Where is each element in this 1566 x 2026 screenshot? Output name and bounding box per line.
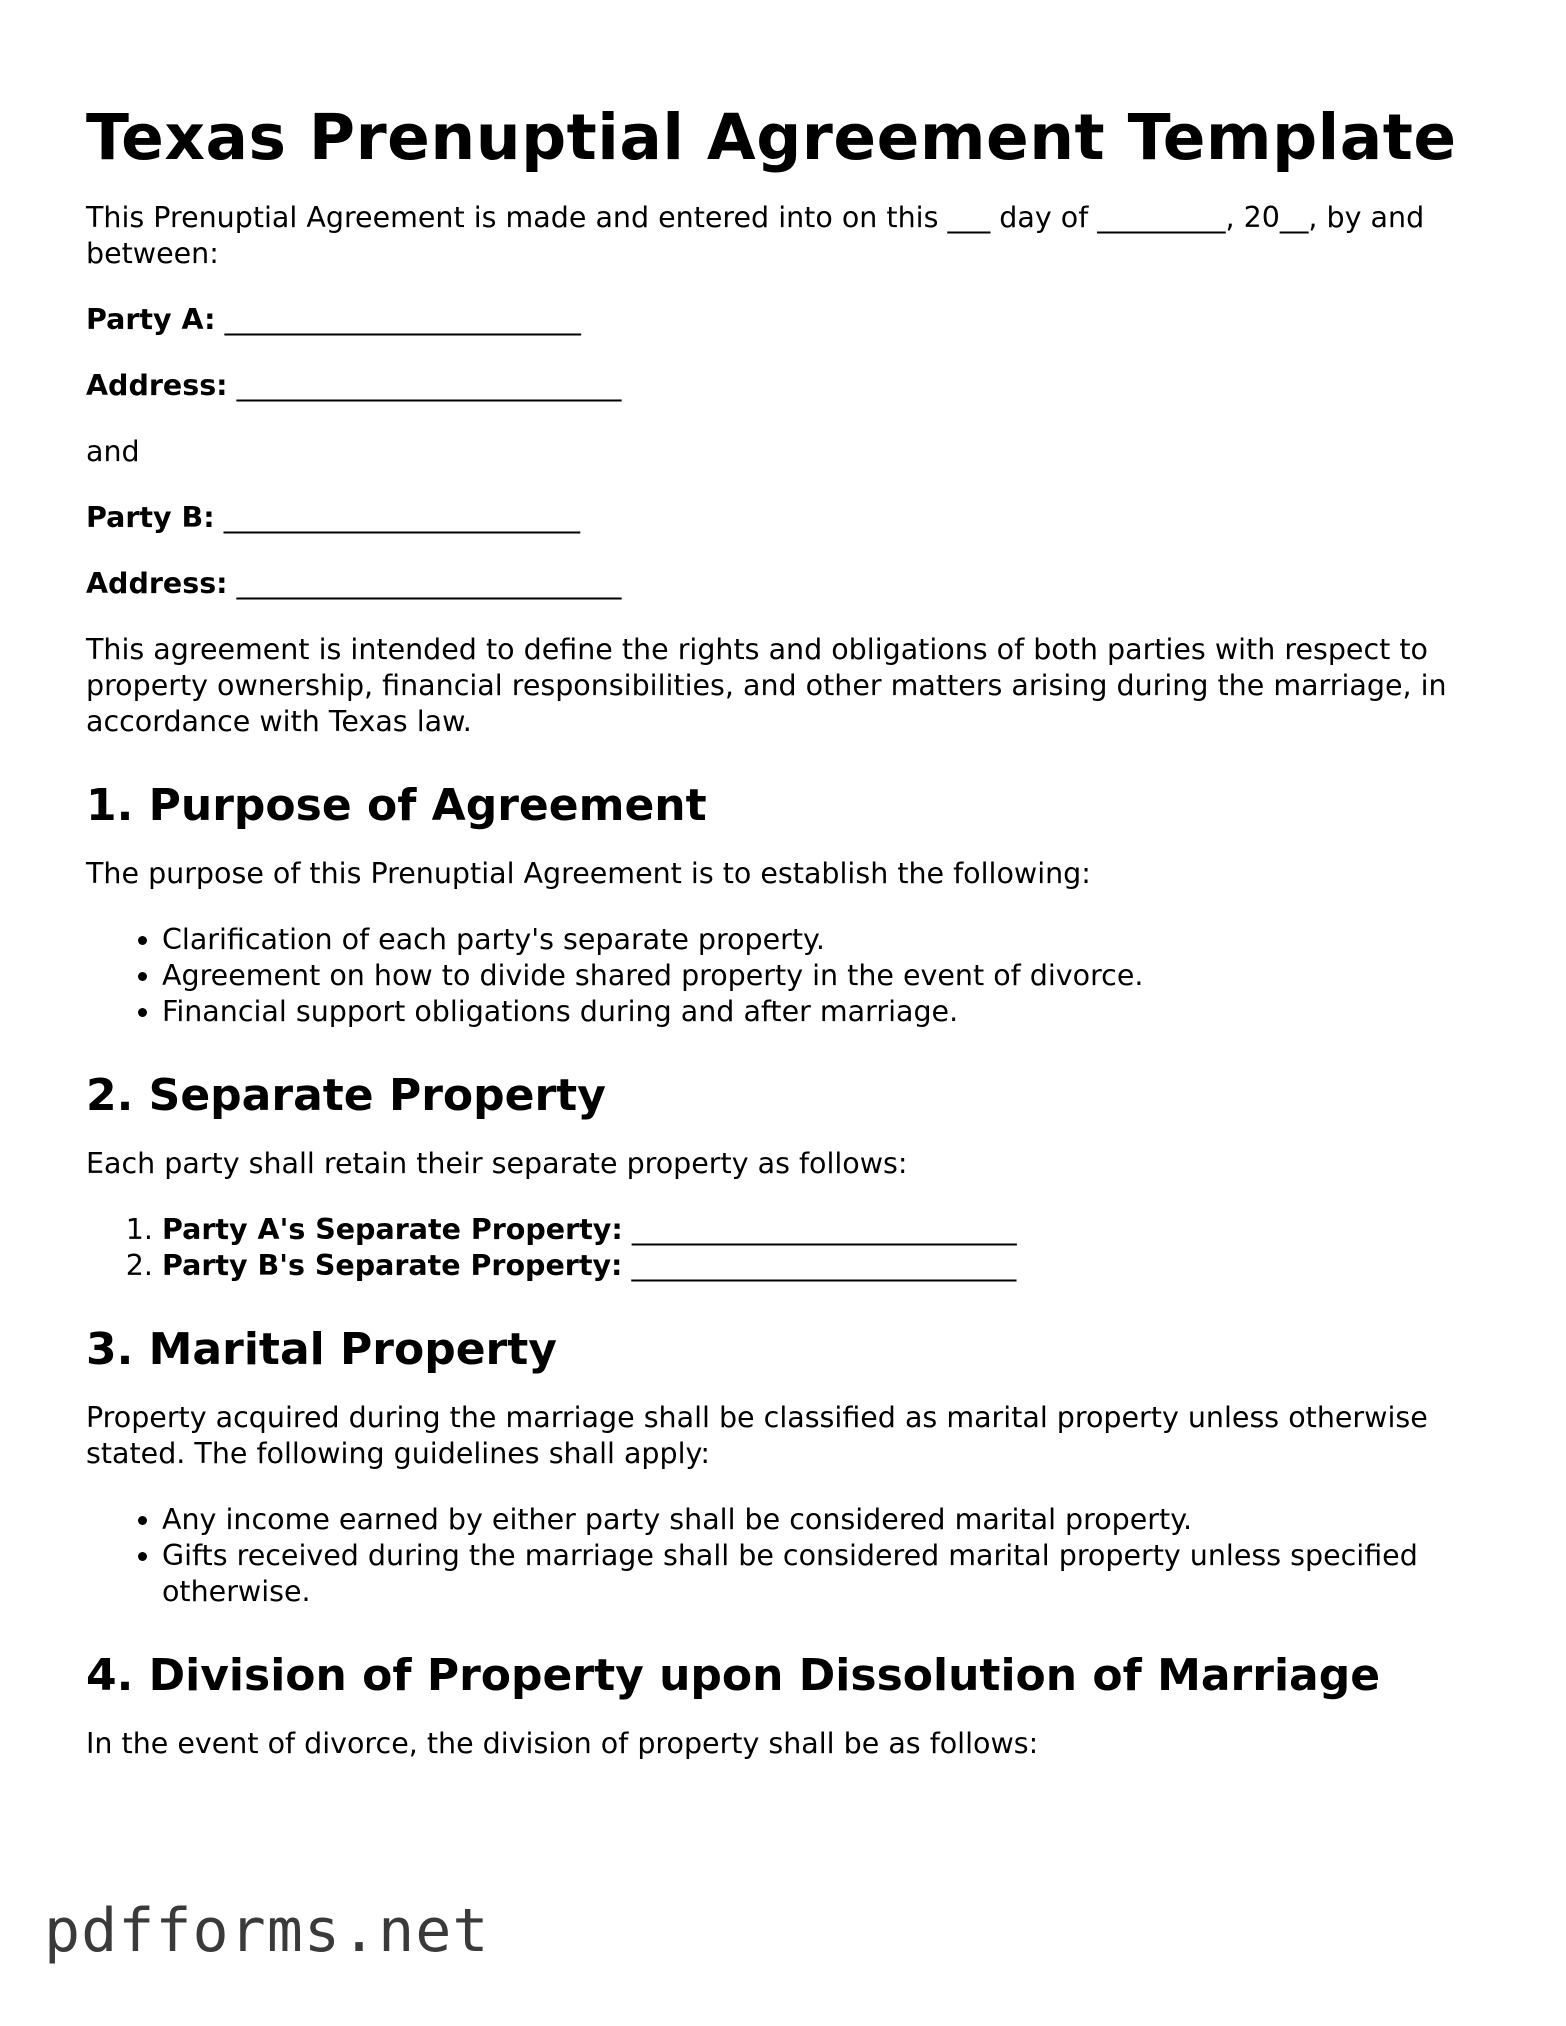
section-4-heading: 4. Division of Property upon Dissolution of Marriage — [86, 1650, 1381, 1701]
section-1-heading: 1. Purpose of Agreement — [86, 780, 707, 831]
section-3-list — [86, 1502, 1486, 1610]
intro-paragraph: This Prenuptial Agreement is made and entered into on this ___ day of _________, 20__, by and between: — [86, 201, 1425, 270]
party-b-label: Party B: — [86, 501, 215, 534]
section-1-list — [86, 922, 1486, 1030]
purpose-statement: This agreement is intended to define the rights and obligations of both parties with respect to property ownership, financial responsibilities, and other matters arising during the marriage, in accordance with Texas law. — [86, 633, 1447, 738]
list-item: • Clarification of each party's separate property. — [162, 922, 1486, 958]
party-b-separate-label: Party B's Separate Property: — [162, 1249, 623, 1282]
list-item: • Gifts received during the marriage shall be considered marital property unless specified otherwise. — [162, 1538, 1486, 1610]
list-item — [162, 1248, 1486, 1284]
address-a-blank: ___________________________ — [227, 369, 622, 402]
address-a-field — [86, 368, 1486, 404]
party-a-label: Party A: — [86, 303, 216, 336]
section-2-list — [86, 1212, 1486, 1284]
list-item: • Any income earned by either party shall be considered marital property. — [162, 1502, 1486, 1538]
party-a-blank: _________________________ — [215, 303, 581, 336]
section-2-heading: 2. Separate Property — [86, 1070, 606, 1121]
section-1-lead: The purpose of this Prenuptial Agreement is to establish the following: — [86, 857, 1091, 890]
section-3-heading: 3. Marital Property — [86, 1324, 557, 1375]
address-b-blank: ___________________________ — [227, 567, 622, 600]
address-a-label: Address: — [86, 369, 228, 402]
document-title: Texas Prenuptial Agreement Template — [86, 101, 1457, 174]
party-b-field — [86, 500, 1486, 536]
section-4-lead: In the event of divorce, the division of property shall be as follows: — [86, 1727, 1039, 1760]
address-b-label: Address: — [86, 567, 228, 600]
list-item — [162, 1212, 1486, 1248]
watermark-logo: pdfforms.net — [44, 1896, 490, 1966]
document-page — [86, 98, 1486, 1792]
list-item: • Financial support obligations during and after marriage. — [162, 994, 1486, 1030]
section-3-lead: Property acquired during the marriage shall be classified as marital property unless otherwise stated. The following guidelines shall apply: — [86, 1401, 1428, 1470]
and-text: and — [86, 435, 140, 468]
party-a-field — [86, 302, 1486, 338]
party-b-blank: _________________________ — [214, 501, 580, 534]
address-b-field — [86, 566, 1486, 602]
party-a-separate-label: Party A's Separate Property: — [162, 1213, 623, 1246]
party-b-separate-blank: ___________________________ — [622, 1249, 1017, 1282]
section-2-lead: Each party shall retain their separate property as follows: — [86, 1147, 908, 1180]
party-a-separate-blank: ___________________________ — [622, 1213, 1017, 1246]
list-item: • Agreement on how to divide shared property in the event of divorce. — [162, 958, 1486, 994]
